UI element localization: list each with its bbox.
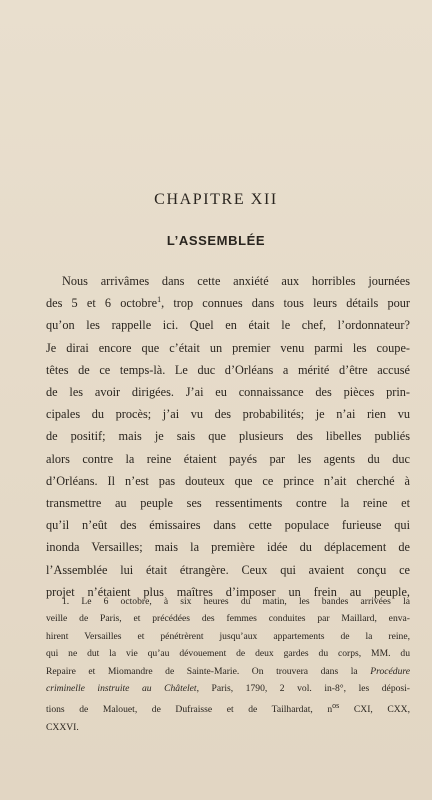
- footnote-line-text: Repaire et Miomandre de Sainte-Marie. On trouvera dans la: [46, 665, 371, 677]
- paragraph-line: têtes de ce temps-là. Le duc d’Orléans a mérité d’être accusé: [46, 362, 410, 377]
- footnote-line-text: tions de Malouet, de Dufraisse et de Tailhardat, n: [46, 704, 333, 716]
- paragraph-line: Je dirai encore que c’était un premier venu parmi les coupe-: [46, 340, 410, 355]
- paragraph-line: alors contre la reine étaient payés par les agents du duc: [46, 451, 410, 466]
- paragraph-line: inonda Versailles; mais la première idée du déplacement de: [46, 540, 410, 555]
- footnote-reference[interactable]: 1: [157, 295, 162, 305]
- main-paragraph: [46, 270, 410, 603]
- footnote-line-text: CXI, CXX,: [339, 704, 410, 716]
- paragraph-line: transmettre au peuple ses ressentiments contre la reine et: [46, 496, 410, 511]
- paragraph-line: de positif; mais je sais que plusieurs des libelles publiés: [46, 429, 410, 444]
- footnote-line: qui ne dut la vie qu’au dévouement de deux gardes du corps, MM. du: [46, 648, 410, 660]
- footnote-line: [46, 680, 410, 697]
- footnote-italic-title: Procédure: [370, 665, 410, 677]
- footnote-line: [46, 663, 410, 680]
- paragraph-line: projet n’étaient plus maîtres d’imposer un frein au peuple,: [46, 584, 410, 599]
- footnote-line: hirent Versailles et pénétrèrent jusqu’aux appartements de la reine,: [46, 630, 410, 642]
- chapter-title: CHAPITRE XII: [154, 191, 278, 208]
- footnote-line: 1. Le 6 octobre, à six heures du matin, les bandes arrivées la: [62, 596, 410, 607]
- footnote-line-text: , Paris, 1790, 2 vol. in-8°, les déposi-: [196, 683, 411, 695]
- paragraph-line: d’Orléans. Il n’est pas douteux que ce prince n’ait cherché à: [46, 473, 410, 488]
- paragraph-line: Nous arrivâmes dans cette anxiété aux horribles journées: [62, 274, 410, 288]
- paragraph-line: qu’il n’eût des émissaires dans cette populace furieuse qui: [46, 518, 410, 533]
- footnote-superscript: os: [332, 701, 340, 711]
- footnote: [46, 593, 410, 736]
- footnote-line: CXXVI.: [46, 722, 79, 734]
- paragraph-line: de les avoir dirigées. J’ai eu connaissance des pièces prin-: [46, 385, 410, 400]
- paragraph-line-text: , trop connues dans tous leurs détails pour: [161, 296, 410, 311]
- footnote-line: veille de Paris, et précédées des femmes conduites par Maillard, enva-: [46, 613, 410, 625]
- paragraph-line: l’Assemblée lui était étrangère. Ceux qui avaient conçu ce: [46, 562, 410, 577]
- footnote-line: [46, 697, 410, 719]
- paragraph-line-text: des 5 et 6 octobre: [46, 296, 158, 311]
- chapter-subtitle: L’ASSEMBLÉE: [166, 233, 266, 248]
- paragraph-line: cipales du procès; j’ai vu des probabilités; je n’ai rien vu: [46, 407, 410, 422]
- paragraph-line: qu’on les rappelle ici. Quel en était le chef, l’ordonnateur?: [46, 318, 410, 333]
- paragraph-line: [46, 292, 410, 314]
- footnote-italic-title: criminelle instruite au Châtelet: [46, 683, 197, 695]
